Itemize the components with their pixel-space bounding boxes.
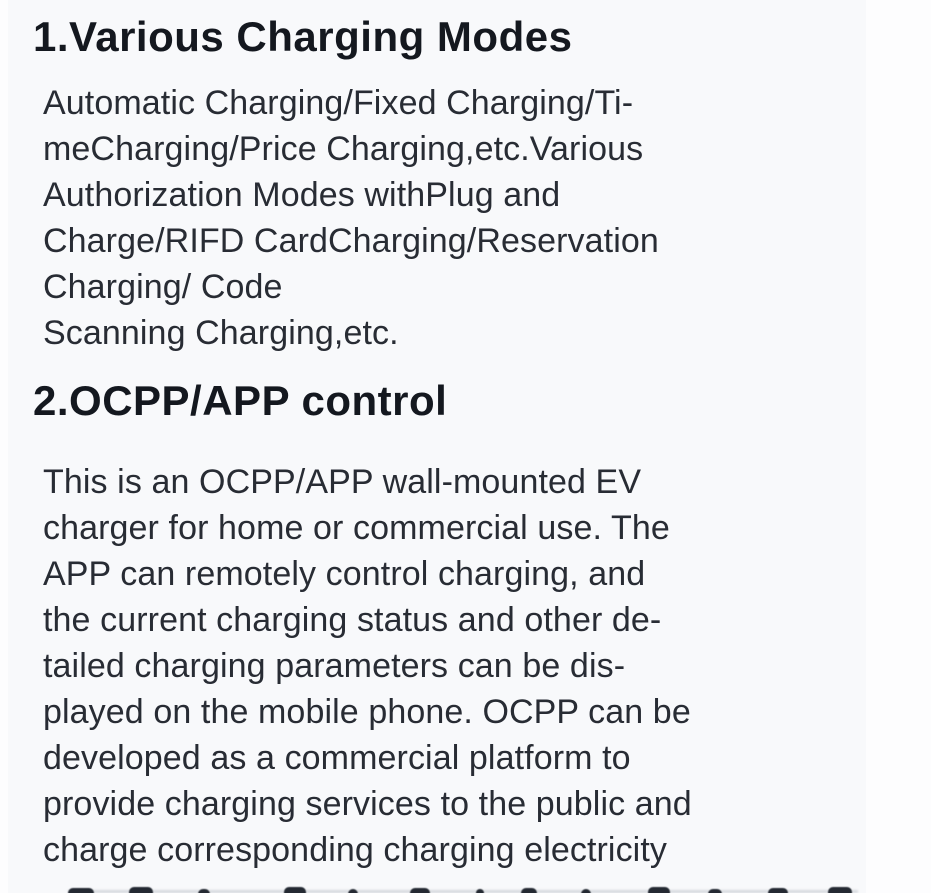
text-line: Authorization Modes withPlug and bbox=[43, 176, 561, 214]
text-line: Automatic Charging/Fixed Charging/Ti- bbox=[43, 84, 634, 122]
section-paragraph-charging-modes bbox=[43, 80, 866, 356]
section-paragraph-ocpp-app bbox=[43, 459, 866, 873]
text-line: Charge/RIFD CardCharging/Reservation bbox=[43, 222, 659, 260]
text-line: Charging/ Code bbox=[43, 268, 283, 306]
text-line: This is an OCPP/APP wall-mounted EV bbox=[43, 463, 642, 501]
text-line: Scanning Charging,etc. bbox=[43, 314, 399, 352]
text-line: developed as a commercial platform to bbox=[43, 739, 631, 777]
section-heading-ocpp-app-control: 2.OCPP/APP control bbox=[33, 377, 448, 424]
product-description-page bbox=[8, 0, 866, 893]
text-line: provide charging services to the public and bbox=[43, 785, 692, 823]
text-line: meCharging/Price Charging,etc.Various bbox=[43, 130, 644, 168]
text-line: APP can remotely control charging, and bbox=[43, 555, 646, 593]
clipped-next-text-line bbox=[8, 883, 866, 893]
section-heading-various-charging-modes: 1.Various Charging Modes bbox=[33, 13, 573, 60]
text-line: played on the mobile phone. OCPP can be bbox=[43, 693, 691, 731]
text-line: charge corresponding charging electricity bbox=[43, 831, 667, 869]
text-line: charger for home or commercial use. The bbox=[43, 509, 670, 547]
text-line: tailed charging parameters can be dis- bbox=[43, 647, 626, 685]
text-line: the current charging status and other de- bbox=[43, 601, 662, 639]
